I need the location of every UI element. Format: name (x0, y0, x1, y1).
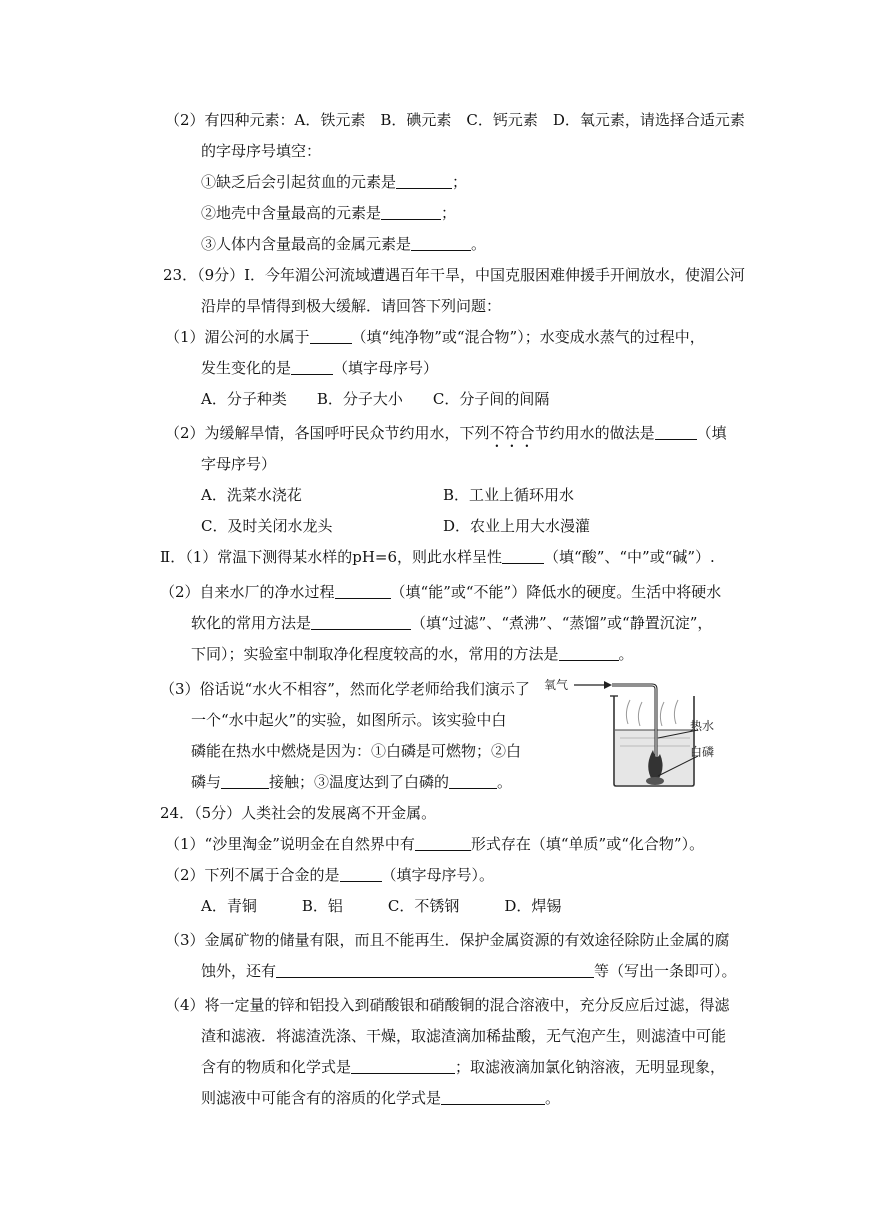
q24-3-line-1: （3）金属矿物的储量有限，而且不能再生．保护金属资源的有效途径除防止金属的腐 (165, 931, 730, 949)
punct: ； (452, 173, 468, 191)
q22-2-item-3 (201, 234, 486, 254)
q23-ii-1 (160, 547, 715, 567)
q24-4-line-1: （4）将一定量的锌和铝投入到硝酸银和硝酸铜的混合溶液中，充分反应后过滤，得滤 (165, 996, 730, 1014)
arrow-head-icon (604, 681, 612, 689)
answer-blank[interactable] (311, 615, 411, 630)
q24-4-line-3 (201, 1057, 725, 1077)
q22-2-item-2-text: ②地壳中含量最高的元素是 (201, 204, 382, 222)
text: 下同）；实验室中制取净化程度较高的水，常用的方法是 (191, 645, 559, 663)
vapor (626, 700, 630, 724)
q23-2-option-c: C．及时关闭水龙头 (201, 517, 333, 535)
q24-4-line-2: 渣和滤液．将滤渣洗涤、干燥，取滤渣滴加稀盐酸，无气泡产生，则滤渣中可能 (201, 1027, 727, 1045)
q23-1-line-1 (165, 327, 705, 347)
white-phosphorus-label: 白磷 (690, 745, 715, 759)
text: 则滤液中可能含有的溶质的化学式是 (201, 1089, 442, 1107)
punct: 。 (471, 235, 487, 253)
q23-2-line-1 (165, 423, 727, 451)
q23-ii-3-line-4 (191, 772, 512, 792)
q24-1 (165, 834, 704, 854)
q23-heading-cont: 沿岸的旱情得到极大缓解．请回答下列问题： (201, 297, 502, 315)
vapor (638, 702, 642, 726)
text: 发生变化的是 (201, 359, 292, 377)
text: （2）下列不属于合金的是 (165, 866, 340, 884)
text: 等（写出一条即可）。 (594, 962, 737, 980)
text: 节约用水的做法是 (534, 424, 655, 442)
q22-2-item-1-text: ①缺乏后会引起贫血的元素是 (201, 173, 397, 191)
answer-blank[interactable] (276, 963, 594, 978)
q24-4-line-4 (201, 1088, 560, 1108)
punct: ； (441, 204, 457, 222)
q23-1-options: A．分子种类 B．分子大小 C．分子间的间隔 (201, 390, 550, 408)
vapor (660, 702, 664, 726)
text: 软化的常用方法是 (191, 614, 312, 632)
q23-1-line-2 (201, 358, 438, 378)
q24-heading: 24．（5分）人类社会的发展离不开金属。 (160, 804, 437, 822)
answer-blank[interactable] (396, 174, 452, 189)
answer-blank[interactable] (310, 329, 352, 344)
q24-2 (165, 865, 494, 885)
text: （填“能”或“不能”）降低水的硬度。生活中将硬水 (390, 583, 722, 601)
q23-heading: 23．（9分）Ⅰ．今年湄公河流域遭遇百年干旱，中国克服困难伸援手开闸放水，使湄公河 (163, 266, 746, 284)
text: （2）为缓解旱情，各国呼吁民众节约用水，下列 (165, 424, 490, 442)
text: （填“酸”、“中”或“碱”）. (544, 548, 715, 566)
text: 形式存在（填“单质”或“化合物”）。 (470, 835, 705, 853)
q23-ii-3-line-1: （3）俗话说“水火不相容”，然而化学老师给我们演示了 (160, 680, 530, 698)
text: （填“过滤”、“煮沸”、“蒸馏”或“静置沉淀”， (411, 614, 713, 632)
answer-blank[interactable] (221, 774, 269, 789)
q23-2-option-d: D．农业上用大水漫灌 (443, 517, 591, 535)
text: 。 (497, 773, 513, 791)
text: 含有的物质和化学式是 (201, 1058, 352, 1076)
vapor (674, 700, 678, 724)
answer-blank[interactable] (335, 584, 391, 599)
q23-ii-2-line-1 (160, 582, 721, 602)
q23-2-line-2: 字母序号） (201, 455, 277, 473)
answer-blank[interactable] (411, 236, 471, 251)
answer-blank[interactable] (351, 1059, 455, 1074)
text: Ⅱ．（1）常温下测得某水样的pH=6，则此水样呈性 (160, 548, 503, 566)
q22-2-stem-cont: 的字母序号填空： (201, 142, 322, 160)
text: （填字母序号）。 (381, 866, 495, 884)
q22-2-item-3-text: ③人体内含量最高的金属元素是 (201, 235, 412, 253)
answer-blank[interactable] (415, 836, 471, 851)
text: 蚀外，还有 (201, 962, 277, 980)
text: （1）湄公河的水属于 (165, 328, 310, 346)
underwater-fire-figure (540, 672, 722, 790)
q22-2-item-1 (201, 172, 467, 192)
answer-blank[interactable] (441, 1090, 545, 1105)
text: （2）自来水厂的净水过程 (160, 583, 335, 601)
text: （1）“沙里淘金”说明金在自然界中有 (165, 835, 415, 853)
q22-2-stem: （2）有四种元素：A．铁元素 B．碘元素 C．钙元素 D．氧元素，请选择合适元素 (165, 111, 745, 129)
answer-blank[interactable] (291, 360, 333, 375)
q24-2-options: A．青铜 B．铝 C．不锈钢 D．焊锡 (201, 897, 562, 915)
q23-ii-3-line-3: 磷能在热水中燃烧是因为：①白磷是可燃物；②白 (191, 742, 522, 760)
answer-blank[interactable] (655, 425, 697, 440)
answer-blank[interactable] (381, 205, 441, 220)
q23-ii-2-line-2 (191, 613, 712, 633)
text: （填字母序号） (333, 359, 439, 377)
hot-water-label: 热水 (690, 719, 715, 733)
text: （填“纯净物”或“混合物”）；水变成水蒸气的过程中， (351, 328, 705, 346)
answer-blank[interactable] (340, 867, 382, 882)
q24-3-line-2 (201, 961, 737, 981)
text: ；取滤液滴加氯化钠溶液，无明显现象， (455, 1058, 726, 1076)
text: 。 (545, 1089, 561, 1107)
answer-blank[interactable] (449, 774, 497, 789)
oxygen-label: 氧气 (544, 678, 569, 692)
text: 磷与 (191, 773, 222, 791)
q23-2-option-b: B．工业上循环用水 (443, 486, 575, 504)
answer-blank[interactable] (559, 646, 619, 661)
q23-ii-2-line-3 (191, 644, 634, 664)
text: 接触；③温度达到了白磷的 (269, 773, 450, 791)
q22-2-item-2 (201, 203, 456, 223)
q23-ii-3-line-2: 一个“水中起火”的实验，如图所示。该实验中白 (191, 711, 507, 729)
emphasis-text: 不符合 (489, 424, 535, 442)
answer-blank[interactable] (502, 549, 544, 564)
text: （填 (696, 424, 727, 442)
white-phosphorus (646, 777, 664, 785)
text: 。 (618, 645, 634, 663)
q23-2-option-a: A．洗菜水浇花 (201, 486, 302, 504)
